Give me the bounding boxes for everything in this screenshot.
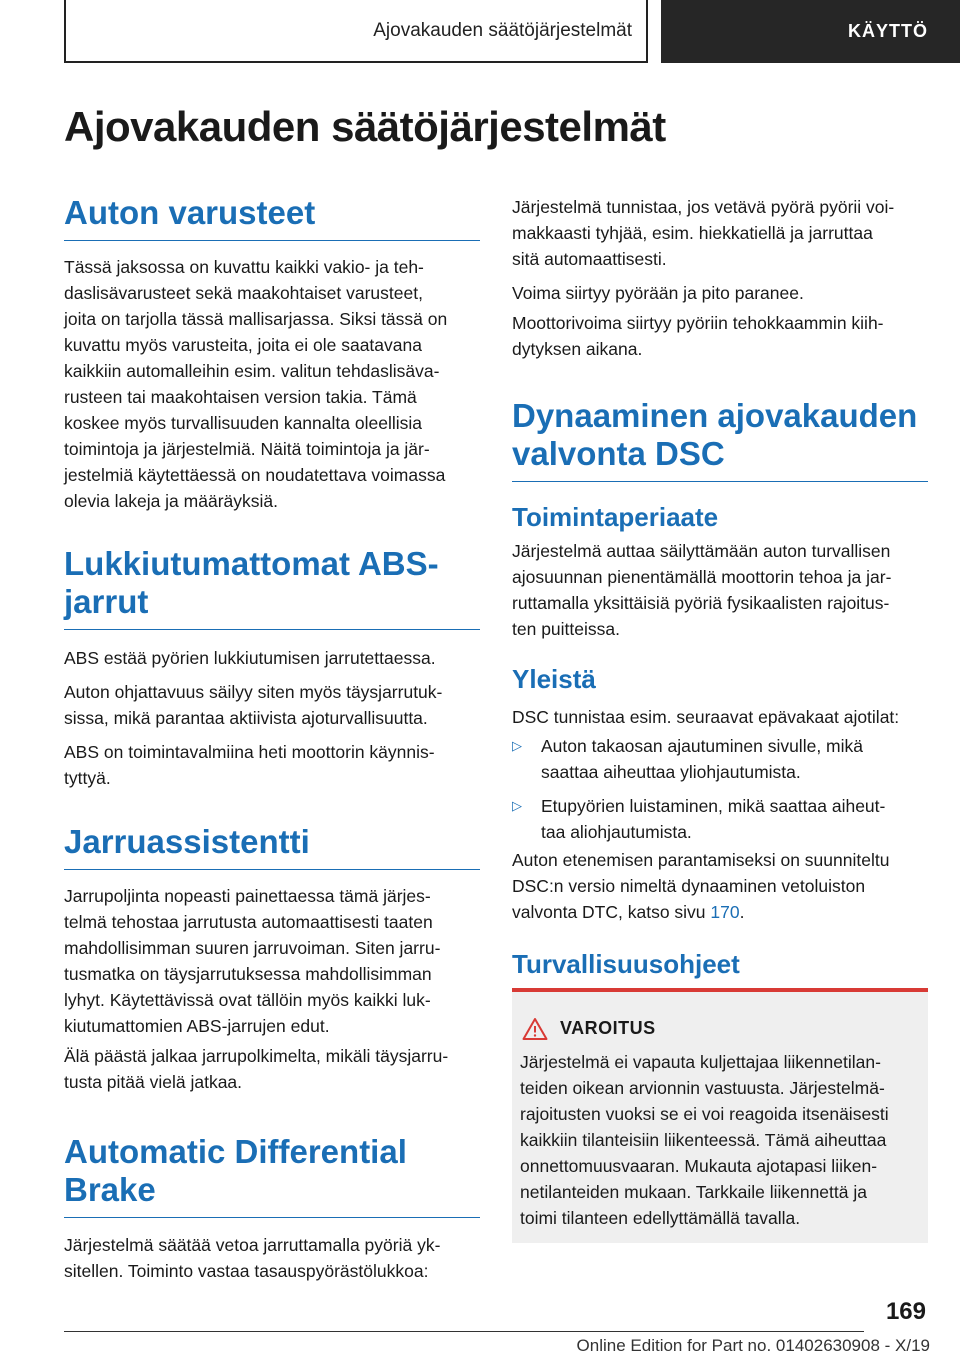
bullet-triangle-icon: ▷ bbox=[512, 798, 522, 813]
page-reference-link[interactable]: 170 bbox=[710, 902, 740, 922]
paragraph-dtc-text: Auton etenemisen parantamiseksi on suunniteltu DSC:n versio nimeltä dynaaminen vetoluiston valvonta DTC, katso sivu bbox=[512, 850, 890, 922]
paragraph-jarruassistentti-2: Älä päästä jalkaa jarrupolkimelta, mikäli täysjarru- tusta pitää vielä jatkaa. bbox=[64, 1046, 449, 1092]
heading-automatic-differential-brake: Automatic Differential Brake bbox=[64, 1133, 480, 1218]
bullet-triangle-icon: ▷ bbox=[512, 738, 522, 753]
heading-turvallisuusohjeet: Turvallisuusohjeet bbox=[512, 949, 740, 979]
warning-title: VAROITUS bbox=[560, 1018, 656, 1038]
paragraph-adb-cont-2: Voima siirtyy pyörään ja pito paranee. bbox=[512, 283, 804, 303]
paragraph-adb-cont-1: Järjestelmä tunnistaa, jos vetävä pyörä pyörii voi- makkaasti tyhjää, esim. hiekkatiellä ja jarruttaa sitä automaattisesti. bbox=[512, 197, 895, 269]
heading-jarruassistentti: Jarruassistentti bbox=[64, 823, 480, 870]
paragraph-adb-cont-3: Moottorivoima siirtyy pyöriin tehokkaammin kiih- dytyksen aikana. bbox=[512, 313, 884, 359]
paragraph-dtc-period: . bbox=[739, 902, 745, 922]
page-number: 169 bbox=[885, 1298, 926, 1325]
paragraph-dtc bbox=[512, 847, 928, 925]
paragraph-abs-2: Auton ohjattavuus säilyy siten myös täysjarrutuk- sissa, mikä parantaa aktiivista ajoturvallisuutta. bbox=[64, 682, 443, 728]
paragraph-abs-1: ABS estää pyörien lukkiutumisen jarrutettaessa. bbox=[64, 648, 436, 668]
running-header-title: Ajovakauden säätöjärjestelmät bbox=[373, 19, 632, 41]
footer-divider bbox=[64, 1331, 864, 1332]
warning-box bbox=[512, 988, 928, 1243]
list-item-text: Etupyörien luistaminen, mikä saattaa aiheut- taa aliohjautumista. bbox=[541, 796, 886, 842]
list-item-text: Auton takaosan ajautuminen sivulle, mikä saattaa aiheuttaa yliohjautumista. bbox=[541, 736, 863, 782]
warning-triangle-icon bbox=[522, 1017, 548, 1041]
heading-toimintaperiaate: Toimintaperiaate bbox=[512, 502, 719, 532]
running-header-section bbox=[64, 0, 648, 63]
paragraph-abs-3: ABS on toimintavalmiina heti moottorin käynnis- tyttyä. bbox=[64, 742, 435, 788]
paragraph-jarruassistentti-1: Jarrupoljinta nopeasti painettaessa tämä järjes- telmä tehostaa jarrutusta automaattisesti taaten mahdollisimman suuren jarruvoiman. Siten jarru- tusmatka on täysjarrutuksessa mahdollisimman lyhyt. Käytettävissä ovat tällöin myös kaikki luk- kiutumattomien ABS-jarrujen edut. bbox=[64, 886, 441, 1036]
warning-body: Järjestelmä ei vapauta kuljettajaa liikennetilan- teiden oikean arvionnin vastuusta. Järjestelmä- rajoitusten vuoksi se ei voi reagoida itsenäisesti kaikkiin tilanteisiin liikenteessä. Tämä aiheuttaa onnettomuusvaaran. Mukauta ajotapasi liiken- netilanteiden mukaan. Tarkkaile liikennettä ja toimi tilanteen edellyttämällä tavalla. bbox=[520, 1052, 889, 1228]
heading-abs: Lukkiutumattomat ABS- jarrut bbox=[64, 545, 480, 630]
paragraph-toimintaperiaate: Järjestelmä auttaa säilyttämään auton turvallisen ajosuunnan pienentämällä moottorin tehoa ja jar- ruttamalla yksittäisiä pyöriä fysikaalisten rajoitus- ten puitteissa. bbox=[512, 541, 892, 639]
running-header-chapter bbox=[661, 0, 960, 63]
footer-edition: Online Edition for Part no. 01402630908 - X/19 bbox=[576, 1336, 930, 1355]
chapter-label: KÄYTTÖ bbox=[848, 21, 928, 41]
heading-dsc: Dynaaminen ajovakauden valvonta DSC bbox=[512, 397, 928, 482]
paragraph-yleista: DSC tunnistaa esim. seuraavat epävakaat ajotilat: bbox=[512, 707, 900, 727]
paragraph-auton-varusteet: Tässä jaksossa on kuvattu kaikki vakio- ja teh- daslisävarusteet sekä maakohtaiset varusteet, joita on tarjolla tässä mallisarjassa. Siksi tässä on kuvattu myös varusteita, joita ei ole saatavana kaikkiin automalleihin esim. valitun tehdaslisäva- rusteen tai maakohtaisen version takia. Tämä koskee myös turvallisuuden kannalta oleellisia toimintoja ja järjestelmiä. Näitä toimintoja ja jär- jestelmiä käytettäessä on noudatettava voimassa olevia lakeja ja määräyksiä. bbox=[64, 257, 448, 511]
heading-auton-varusteet: Auton varusteet bbox=[64, 194, 480, 241]
page-title: Ajovakauden säätöjärjestelmät bbox=[64, 103, 666, 150]
paragraph-adb: Järjestelmä säätää vetoa jarruttamalla pyöriä yk- sitellen. Toiminto vastaa tasauspyörästölukkoa: bbox=[64, 1235, 441, 1281]
heading-yleista: Yleistä bbox=[512, 664, 596, 694]
